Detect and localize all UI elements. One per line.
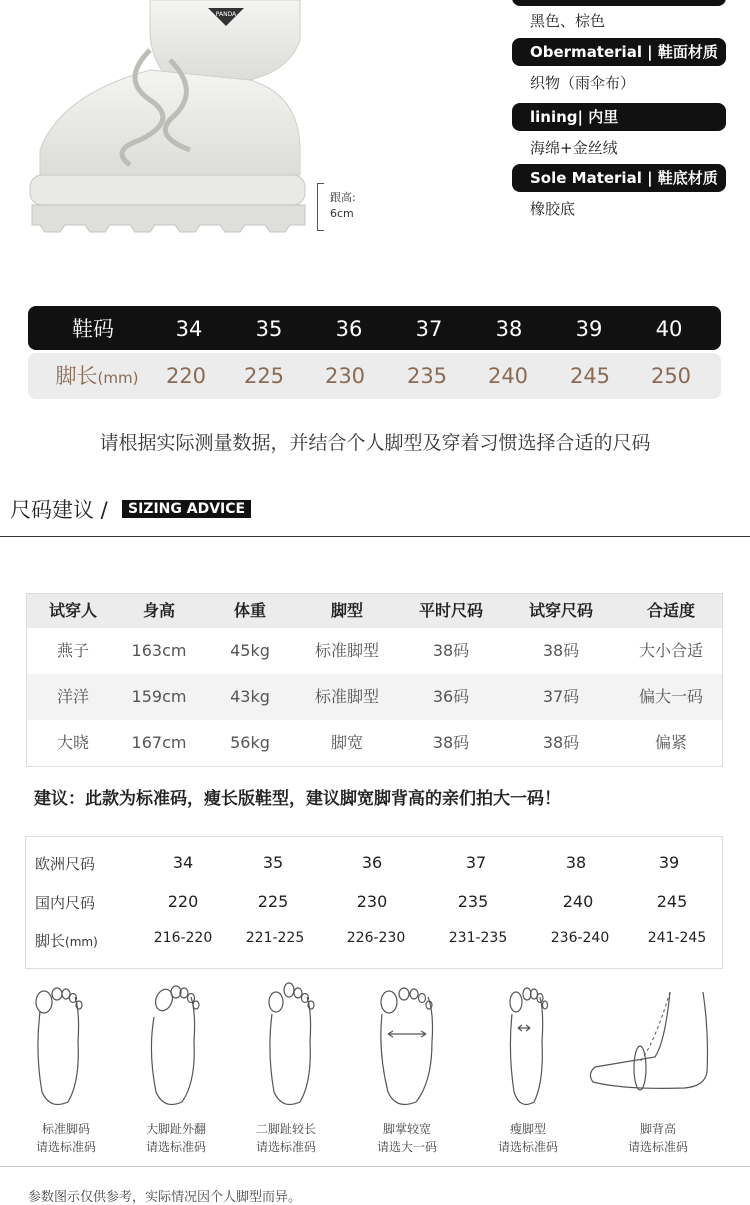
size-cell: 34 (175, 317, 203, 341)
section-title: 尺码建议 / (10, 498, 108, 522)
table-cell: 45kg (230, 641, 270, 660)
product-image (0, 0, 500, 300)
size-row (28, 306, 721, 350)
length-cell: 240 (487, 364, 529, 388)
table-header-cell: 合适度 (646, 601, 695, 620)
spec-bar-color (512, 0, 726, 6)
table-cell: 偏大一码 (638, 687, 703, 706)
heel-height-marker (317, 183, 324, 231)
conversion-cell: 231-235 (448, 930, 508, 946)
table-header-cell: 平时尺码 (418, 601, 483, 620)
conversion-row-label: 脚长(mm) (35, 932, 98, 950)
length-cell: 225 (243, 364, 285, 388)
foot-wide-icon (376, 982, 440, 1116)
table-cell: 38码 (542, 641, 580, 660)
foot-caption: 脚背高 请选标准码 (627, 1122, 688, 1154)
conversion-cell: 38 (565, 853, 587, 872)
length-cell: 235 (406, 364, 448, 388)
table-cell: 159cm (131, 687, 187, 706)
table-cell: 37码 (542, 687, 580, 706)
length-cell: 250 (650, 364, 692, 388)
size-suggestion: 建议：此款为标准码，瘦长版鞋型，建议脚宽脚背高的亲们拍大一码！ (34, 789, 561, 809)
table-header-row (27, 594, 722, 628)
size-cell: 35 (255, 317, 283, 341)
brand-logo (206, 6, 246, 28)
conversion-cell: 226-230 (346, 930, 406, 946)
spec-label-sole: Sole Material | 鞋底材质 (512, 164, 726, 192)
conversion-cell: 240 (562, 892, 594, 911)
conversion-cell: 216-220 (153, 930, 213, 946)
trial-table (26, 593, 723, 767)
section-badge: SIZING ADVICE (122, 500, 251, 518)
conversion-cell: 241-245 (647, 930, 707, 946)
table-cell: 38码 (432, 733, 470, 752)
foot-narrow-icon (500, 982, 556, 1116)
table-cell: 洋洋 (56, 687, 89, 706)
length-cell: 220 (165, 364, 207, 388)
conversion-cell: 220 (167, 892, 199, 911)
table-cell: 167cm (131, 733, 187, 752)
size-header: 鞋码 (72, 317, 114, 341)
conversion-row (26, 892, 724, 912)
divider (0, 1166, 750, 1167)
table-cell: 163cm (131, 641, 187, 660)
conversion-cell: 221-225 (245, 930, 305, 946)
table-cell: 偏紧 (654, 733, 687, 752)
foot-caption: 二脚趾较长 请选标准码 (255, 1122, 316, 1154)
table-cell: 大小合适 (638, 641, 703, 660)
table-cell: 标准脚型 (314, 687, 379, 706)
foot-standard-icon (30, 982, 90, 1116)
table-cell: 标准脚型 (314, 641, 379, 660)
conversion-cell: 36 (361, 853, 383, 872)
conversion-cell: 230 (356, 892, 388, 911)
conversion-cell: 225 (257, 892, 289, 911)
table-cell: 56kg (230, 733, 270, 752)
conversion-row (26, 930, 724, 950)
conversion-cell: 37 (465, 853, 487, 872)
conversion-cell: 34 (172, 853, 194, 872)
foot-caption: 标准脚码 请选标准码 (35, 1122, 96, 1154)
conversion-row (26, 853, 724, 873)
length-cell: 245 (569, 364, 611, 388)
size-cell: 39 (575, 317, 603, 341)
table-header-cell: 体重 (233, 601, 266, 620)
divider (0, 536, 750, 537)
table-cell: 38码 (432, 641, 470, 660)
table-row (27, 720, 722, 766)
spec-value-sole: 橡胶底 (530, 200, 576, 218)
heel-height-label: 跟高: 6cm (330, 191, 356, 220)
table-cell: 38码 (542, 733, 580, 752)
foot-bunion-icon (146, 982, 206, 1116)
conversion-cell: 39 (658, 853, 680, 872)
length-row (28, 353, 721, 399)
foot-caption: 瘦脚型 请选标准码 (497, 1122, 558, 1154)
conversion-cell: 235 (457, 892, 489, 911)
foot-caption: 脚掌较宽 请选大一码 (376, 1122, 437, 1154)
length-cell: 230 (324, 364, 366, 388)
table-cell: 43kg (230, 687, 270, 706)
size-hint-text: 请根据实际测量数据，并结合个人脚型及穿着习惯选择合适的尺码 (99, 432, 651, 454)
table-row (27, 628, 722, 674)
foot-high-instep-icon (585, 982, 715, 1116)
table-header-cell: 身高 (142, 601, 175, 620)
length-header: 脚长(mm) (55, 364, 139, 388)
table-cell: 燕子 (56, 641, 89, 660)
spec-label-upper: Obermaterial | 鞋面材质 (512, 38, 726, 66)
spec-value-lining: 海绵+金丝绒 (530, 139, 618, 157)
spec-value-color: 黑色、棕色 (530, 12, 606, 30)
conversion-cell: 245 (656, 892, 688, 911)
conversion-table (25, 836, 723, 969)
svg-text:PANDA: PANDA (215, 11, 237, 18)
conversion-row-label: 欧洲尺码 (35, 855, 96, 873)
footnote: 参数图示仅供参考，实际情况因个人脚型而异。 (28, 1190, 302, 1205)
table-cell: 大晓 (56, 733, 89, 752)
conversion-cell: 35 (262, 853, 284, 872)
table-header-cell: 试穿尺码 (528, 601, 593, 620)
table-header-cell: 脚型 (330, 601, 363, 620)
conversion-cell: 236-240 (550, 930, 610, 946)
size-cell: 40 (655, 317, 683, 341)
boot-illustration (0, 0, 320, 250)
size-cell: 37 (415, 317, 443, 341)
table-row (27, 674, 722, 720)
foot-caption: 大脚趾外翻 请选标准码 (145, 1122, 206, 1154)
spec-value-upper: 织物（雨伞布） (530, 74, 636, 92)
table-cell: 36码 (432, 687, 470, 706)
conversion-row-label: 国内尺码 (35, 894, 96, 912)
foot-long-second-toe-icon (262, 982, 322, 1116)
size-cell: 38 (495, 317, 523, 341)
size-cell: 36 (335, 317, 363, 341)
spec-label-lining: lining| 内里 (512, 103, 726, 131)
table-header-cell: 试穿人 (48, 601, 97, 620)
table-cell: 脚宽 (330, 733, 363, 752)
